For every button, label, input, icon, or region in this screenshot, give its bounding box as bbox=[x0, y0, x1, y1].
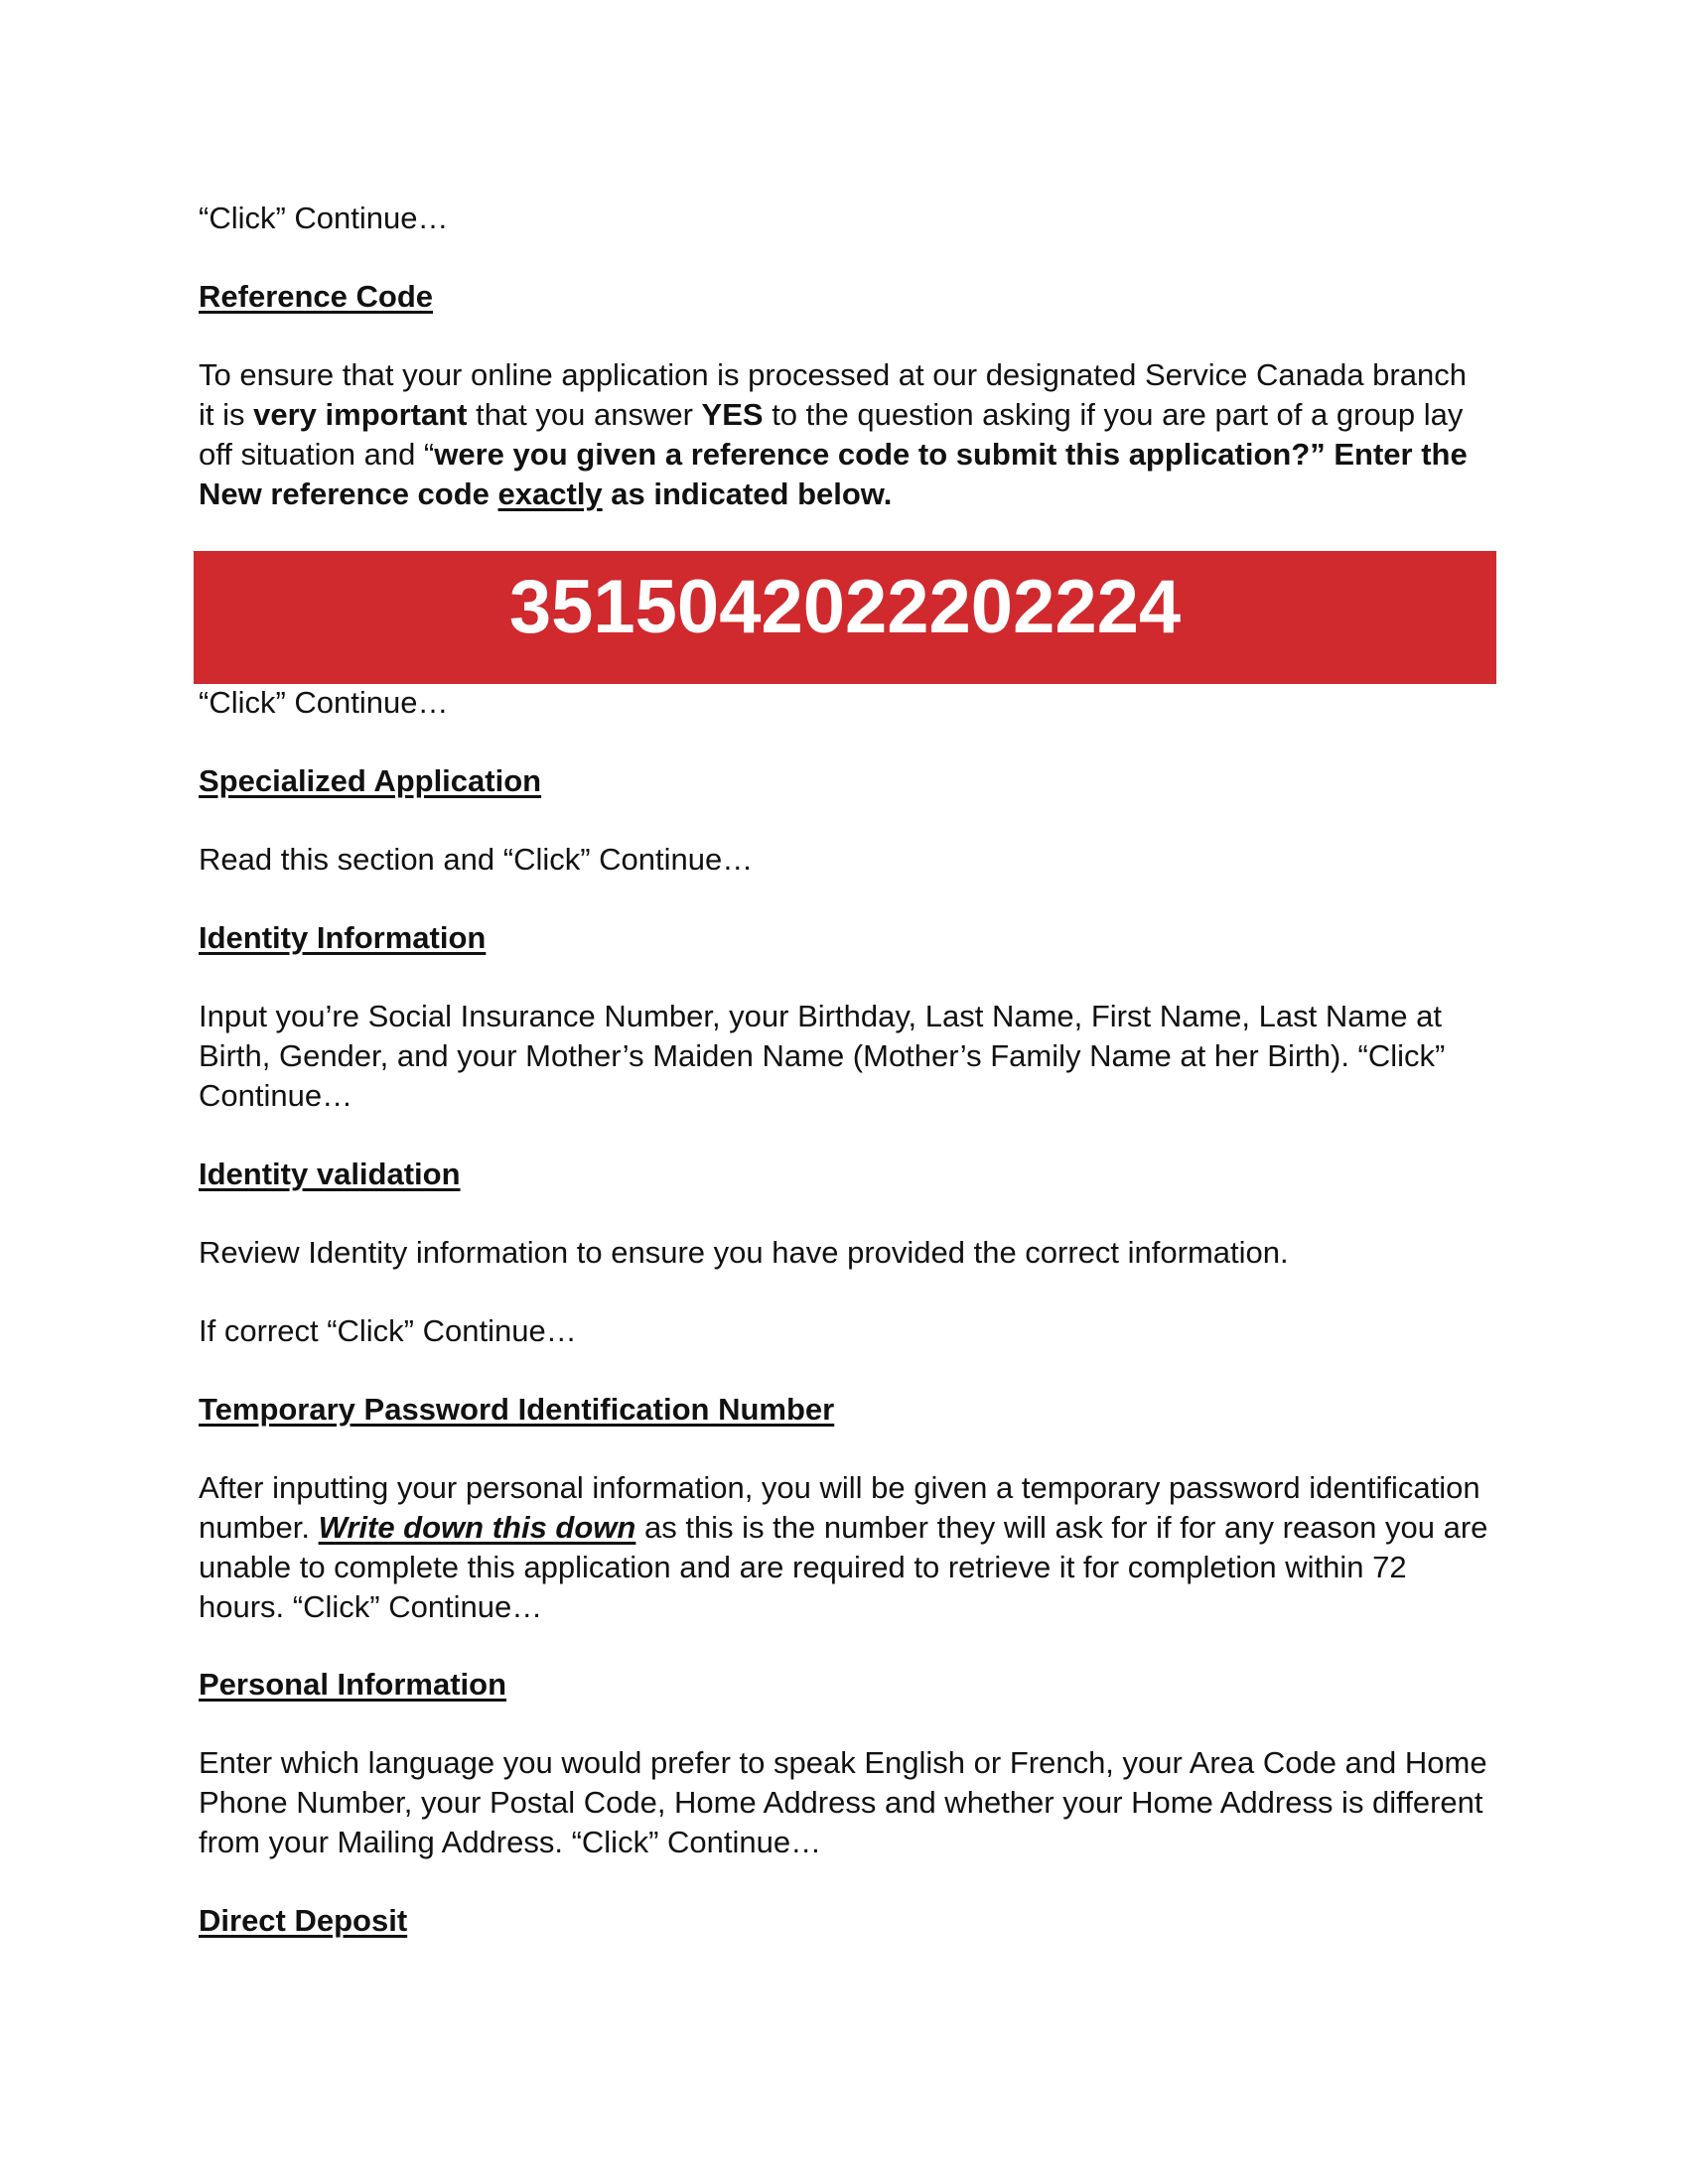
identity-validation-text: Review Identity information to ensure you have provided the correct information. bbox=[199, 1235, 1289, 1270]
temporary-password-text-2: as this is the number they will ask for if for any reason you are unable to complete this application and are required to retrieve it for completion within 72 hours. “Click” Continue… bbox=[199, 1510, 1488, 1624]
personal-information-text: Enter which language you would prefer to speak English or French, your Area Code and Home Phone Number, your Postal Code, Home Address and whether your Home Address is different from your Mailing Address. “Click” Continue… bbox=[199, 1745, 1487, 1859]
write-down-emphasis: Write down this down bbox=[318, 1510, 636, 1545]
reference-code-heading: Reference Code bbox=[199, 279, 434, 314]
reference-text-2: that you answer bbox=[467, 397, 702, 432]
reference-code-paragraph bbox=[199, 355, 1489, 514]
reference-text-1: To ensure that your online application is processed at our designated Service Canada branch it is bbox=[199, 357, 1467, 432]
reference-text-3: to the question asking if you are part of a group lay off situation and “ bbox=[199, 397, 1464, 472]
reference-bold-exactly: exactly bbox=[497, 477, 603, 511]
reference-bold-indicated: as indicated below. bbox=[602, 477, 893, 511]
continue-instruction-2: “Click” Continue… bbox=[199, 685, 449, 720]
personal-information-heading: Personal Information bbox=[199, 1667, 507, 1702]
direct-deposit-heading: Direct Deposit bbox=[199, 1903, 408, 1938]
temporary-password-text bbox=[199, 1468, 1489, 1627]
reference-bold-yes: YES bbox=[701, 397, 764, 432]
specialized-application-heading: Specialized Application bbox=[199, 763, 542, 798]
temporary-password-text-1: After inputting your personal information, you will be given a temporary password identification number. bbox=[199, 1470, 1480, 1545]
identity-validation-heading: Identity validation bbox=[199, 1157, 461, 1191]
identity-information-text: Input you’re Social Insurance Number, your Birthday, Last Name, First Name, Last Name at Birth, Gender, and your Mother’s Maiden Name (Mother’s Family Name at her Birth). “Click” Continue… bbox=[199, 999, 1446, 1113]
temporary-password-heading: Temporary Password Identification Number bbox=[199, 1392, 835, 1427]
reference-bold-very-important: very important bbox=[253, 397, 468, 432]
reference-bold-question: were you given a reference code to submit this application?” Enter the New reference code bbox=[199, 437, 1468, 511]
continue-instruction: “Click” Continue… bbox=[199, 201, 449, 235]
identity-validation-continue: If correct “Click” Continue… bbox=[199, 1313, 577, 1348]
identity-information-heading: Identity Information bbox=[199, 920, 487, 955]
specialized-application-text: Read this section and “Click” Continue… bbox=[199, 842, 754, 877]
reference-code-banner bbox=[194, 551, 1496, 684]
reference-code-value: 3515042022202224 bbox=[508, 565, 1182, 649]
